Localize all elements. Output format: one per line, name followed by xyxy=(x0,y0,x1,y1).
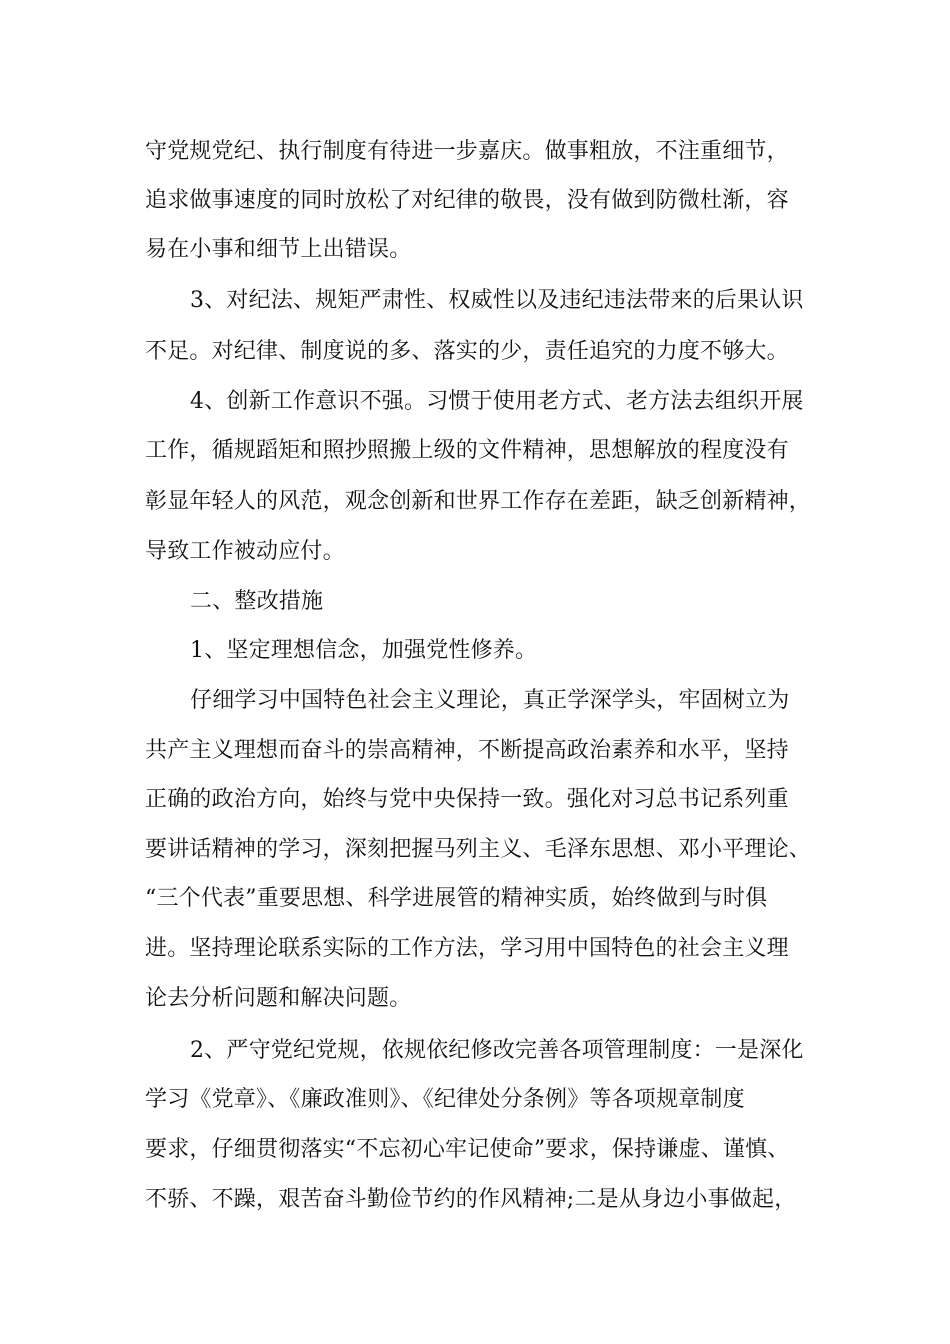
text-line: 追求做事速度的同时放松了对纪律的敬畏，没有做到防微杜渐，容 xyxy=(145,188,789,213)
text-line: 不骄、不躁，艰苦奋斗勤俭节约的作风精神;二是从身边小事做起， xyxy=(145,1187,797,1212)
text-line: 易在小事和细节上出错误。 xyxy=(145,237,412,262)
text-line: 论去分析问题和解决问题。 xyxy=(145,986,412,1011)
text-line: 不足。对纪律、制度说的多、落实的少，责任追究的力度不够大。 xyxy=(145,339,789,364)
text-line: 3、对纪法、规矩严肃性、权威性以及违纪违法带来的后果认识 xyxy=(190,288,804,313)
text-line: 正确的政治方向，始终与党中央保持一致。强化对习总书记系列重 xyxy=(145,787,789,812)
text-line: 要讲话精神的学习，深刻把握马列主义、毛泽东思想、邓小平理论、 xyxy=(145,837,812,862)
text-line: 工作，循规蹈矩和照抄照搬上级的文件精神，思想解放的程度没有 xyxy=(145,438,789,463)
subsection-heading: 1、坚定理想信念，加强党性修养。 xyxy=(190,638,538,663)
text-line: 仔细学习中国特色社会主义理论，真正学深学头，牢固树立为 xyxy=(190,688,790,713)
text-line: 要求，仔细贯彻落实“不忘初心牢记使命”要求，保持谦虚、谨慎、 xyxy=(145,1137,790,1162)
text-line: 4、创新工作意识不强。习惯于使用老方式、老方法去组织开展 xyxy=(190,389,804,414)
subsection-heading: 2、严守党纪党规，依规依纪修改完善各项管理制度：一是深化 xyxy=(190,1038,804,1063)
text-line: 守党规党纪、执行制度有待进一步嘉庆。做事粗放，不注重细节， xyxy=(145,139,789,164)
text-line: 学习《党章》、《廉政准则》、《纪律处分条例》等各项规章制度 xyxy=(145,1087,745,1112)
text-line: “三个代表”重要思想、科学进展管的精神实质，始终做到与时俱 xyxy=(145,886,768,911)
text-line: 共产主义理想而奋斗的崇高精神，不断提高政治素养和水平，坚持 xyxy=(145,738,789,763)
text-line: 进。坚持理论联系实际的工作方法，学习用中国特色的社会主义理 xyxy=(145,936,789,961)
text-line: 导致工作被动应付。 xyxy=(145,539,345,564)
section-heading: 二、整改措施 xyxy=(190,589,324,614)
text-line: 彰显年轻人的风范，观念创新和世界工作存在差距，缺乏创新精神， xyxy=(145,489,812,514)
